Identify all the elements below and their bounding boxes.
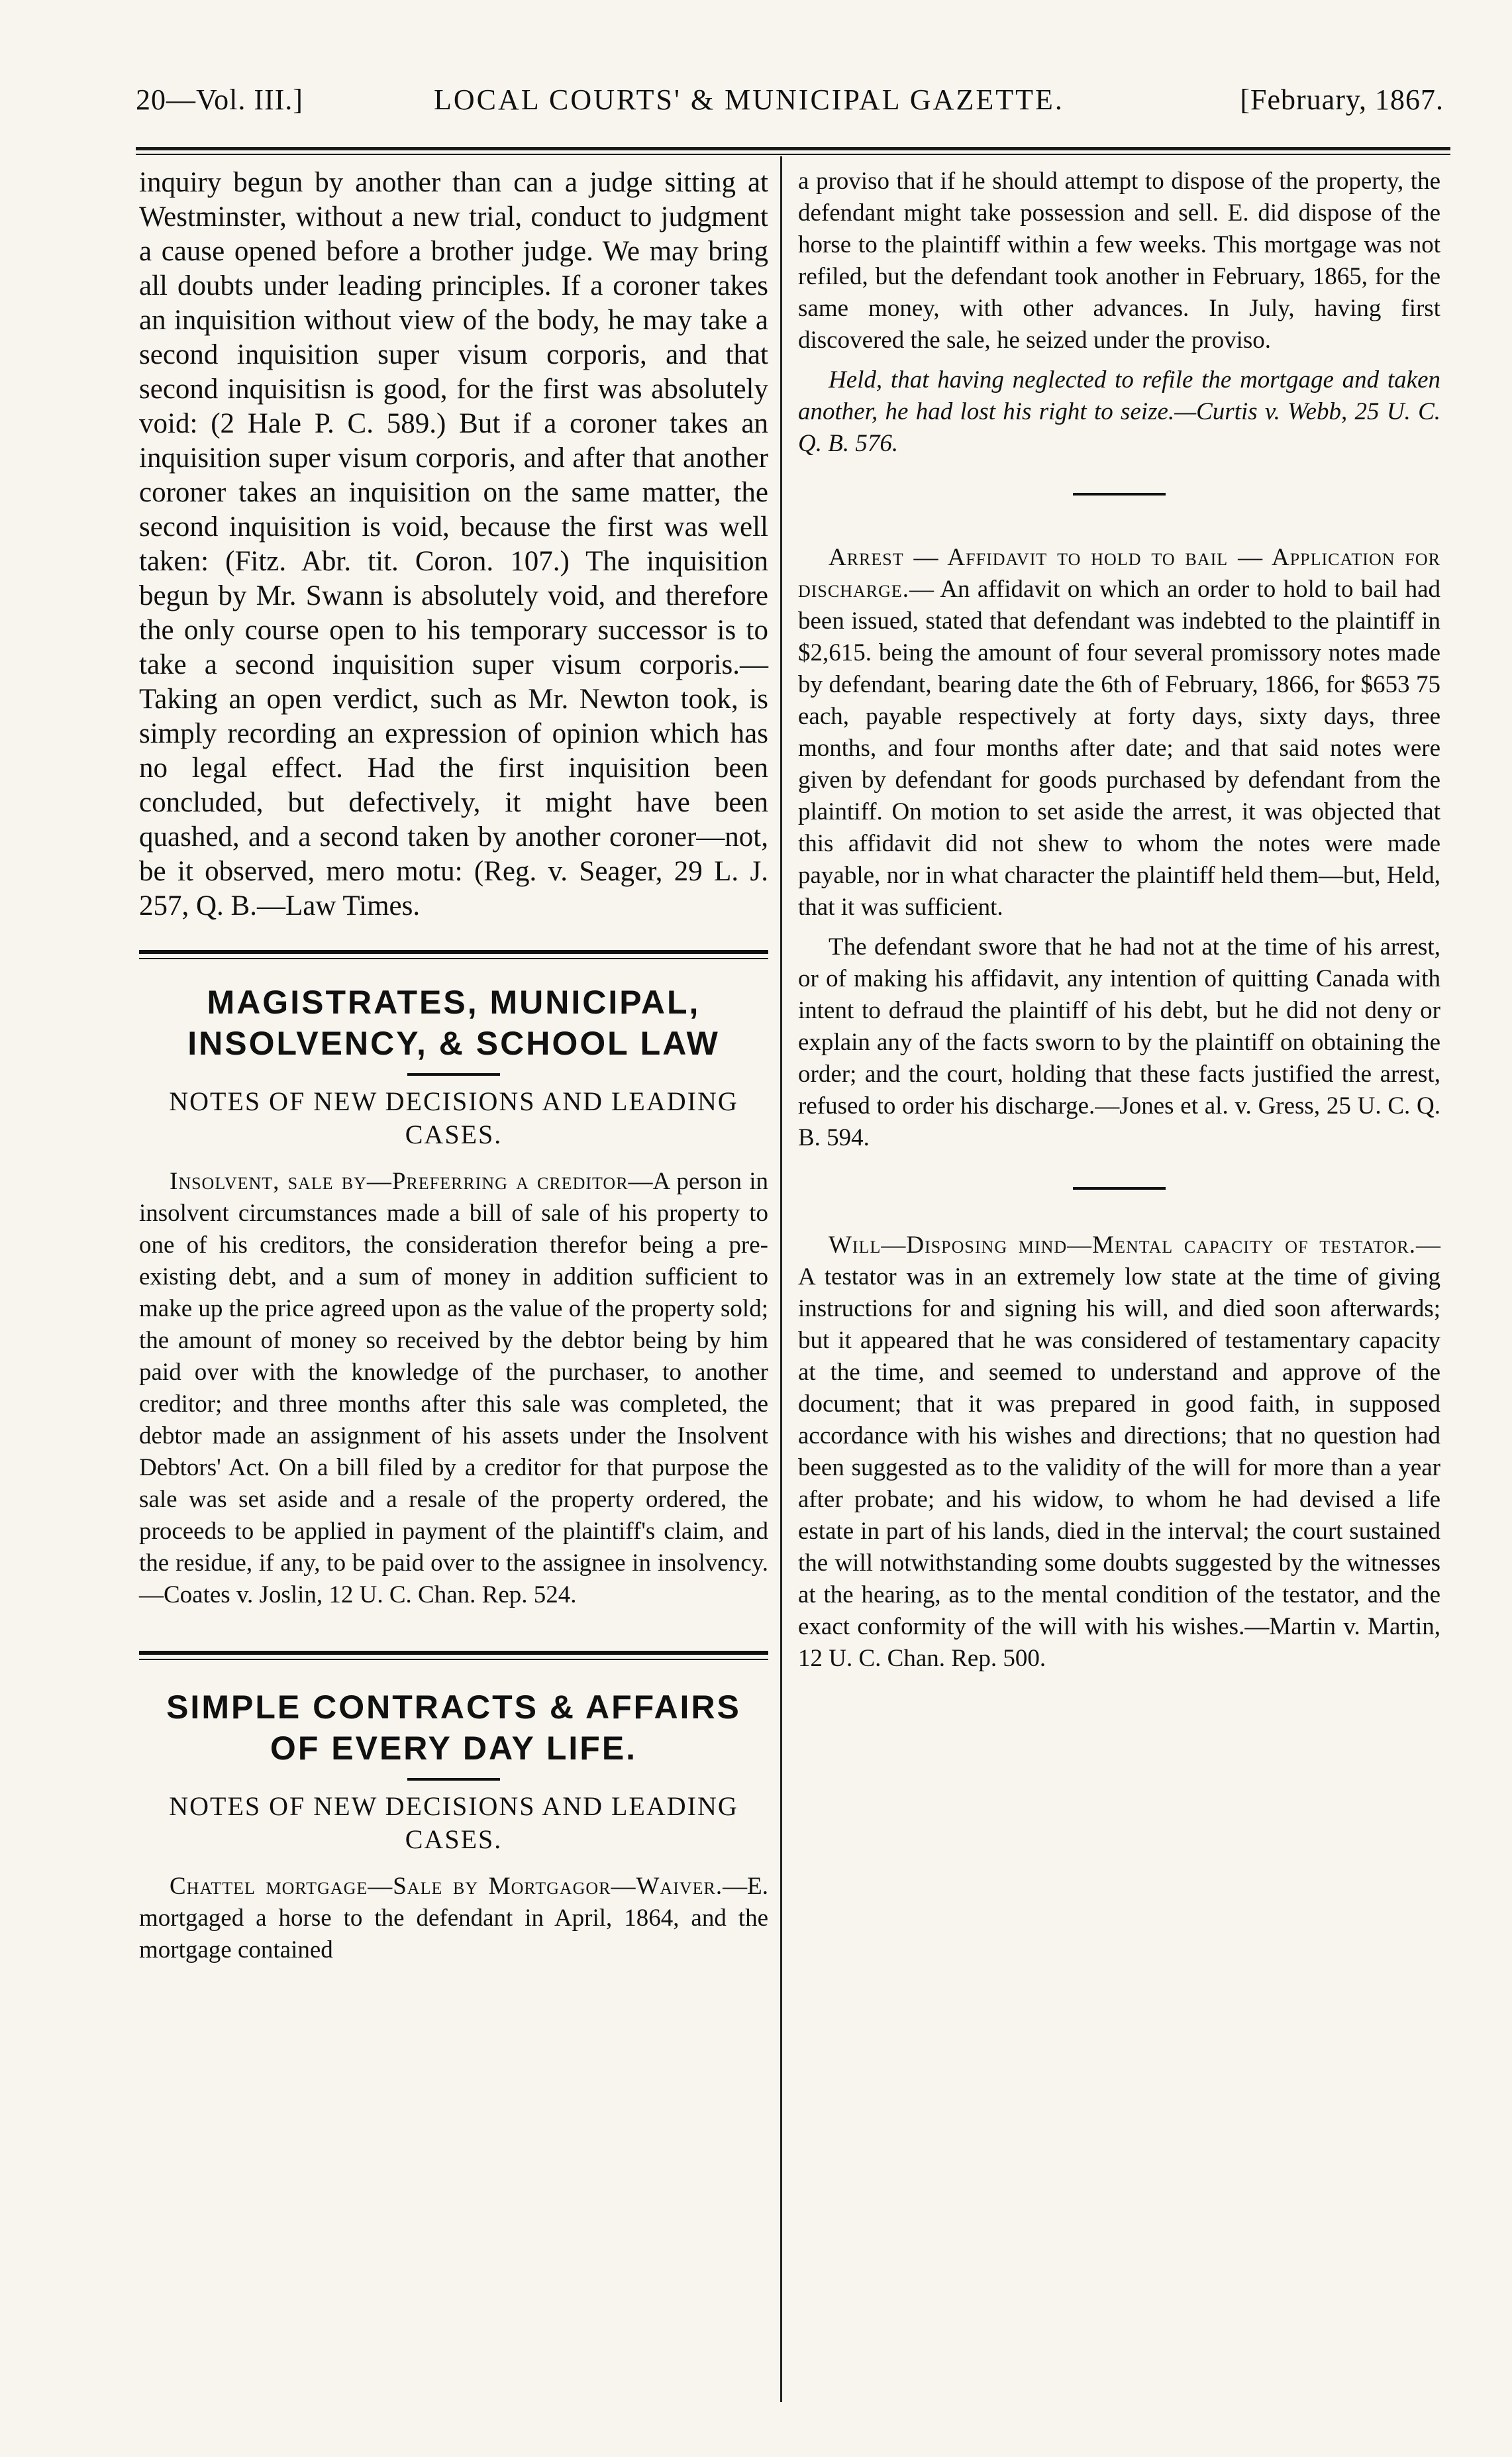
page-reference: 20—Vol. III.] [136, 83, 303, 116]
case-chattel-mortgage [139, 1871, 768, 1966]
left-column [139, 166, 768, 1966]
case-chattel-continued: a proviso that if he should attempt to dispose of the property, the defendant might take possession and sell. E. did dispose of the horse to the plaintiff within a few weeks. This mortgage was not refiled, but the defendant took another in February, 1865, for the same money, with other advances. In July, having first discovered the sale, he seized under the proviso. [798, 168, 1440, 354]
case-heading: Chattel mortgage—Sale by Mortgagor—Waiver. [170, 1873, 723, 1900]
page-header [136, 83, 1444, 136]
section-subtitle-notes: NOTES OF NEW DECISIONS AND LEADING CASES. [169, 1791, 738, 1854]
case-arrest [798, 542, 1440, 923]
case-arrest-continued: The defendant swore that he had not at the time of his arrest, or of making his affidavit, any intention of quitting Canada with intent to defraud the plaintiff of his debt, but he did not deny or explain any of the facts sworn to by the plaintiff on obtaining the order; and the court, holding that these facts justified the arrest, refused to order his discharge.—Jones et al. v. Gress, 25 U. C. Q. B. 594. [798, 933, 1440, 1151]
column-divider [780, 156, 782, 2402]
case-heading: Will—Disposing mind—Mental capacity of testator. [829, 1231, 1416, 1259]
case-heading: Arrest — Affidavit to hold to bail — Application for discharge. [798, 544, 1440, 603]
issue-date: [February, 1867. [1240, 83, 1444, 116]
section-subtitle-notes: NOTES OF NEW DECISIONS AND LEADING CASES. [169, 1086, 738, 1149]
section-divider [139, 1651, 768, 1655]
publication-title: LOCAL COURTS' & MUNICIPAL GAZETTE. [434, 83, 1064, 116]
case-text: —E. mortgaged a horse to the defendant in April, 1864, and the mortgage contained [139, 1873, 768, 1963]
section-title-magistrates: MAGISTRATES, MUNICIPAL, INSOLVENCY, & SCHOOL LAW [187, 984, 720, 1062]
case-heading: Insolvent, sale by—Preferring a creditor [170, 1168, 629, 1195]
case-will [798, 1229, 1440, 1675]
continued-paragraph: inquiry begun by another than can a judge sitting at Westminster, without a new trial, conduct to judgment a cause opened before a brother judge. We may bring all doubts under leading principles. If a coroner takes an inquisition without view of the body, he may take a second inquisition super visum corporis, and that second inquisitisn is good, for the first was absolutely void: (2 Hale P. C. 589.) But if a coroner takes an inquisition super visum corporis, and after that another coroner takes an inquisition on the same matter, the second inquisition is void, because the first was well taken: (Fitz. Abr. tit. Coron. 107.) The inquisition begun by Mr. Swann is absolutely void, and therefore the only course open to his temporary successor is to take a second inquisition super visum corporis.—Taking an open verdict, such as Mr. Newton took, is simply recording an expression of opinion which has no legal effect. Had the first inquisition been concluded, but defectively, it might have been quashed, and a second taken by another coroner—not, be it observed, mero motu: (Reg. v. Seager, 29 L. J. 257, Q. B.—Law Times. [139, 167, 768, 921]
header-rule-thin [136, 154, 1450, 155]
section-divider [139, 950, 768, 954]
right-column [798, 166, 1440, 1675]
case-text: —A testator was in an extremely low state at the time of giving instructions for and signing his will, and died soon afterwards; but it appeared that he was considered of testamentary capacity at the time, and seemed to understand and approve of the document; that it was prepared in good faith, in supposed accordance with his wishes and directions; that no question had been suggested as to the validity of the will for more than a year after probate; and his widow, to whom he had devised a life estate in part of his lands, died in the interval; the court sustained the will notwithstanding some doubts suggested by the witnesses at the hearing, as to the mental condition of the testator, and the exact conformity of the will with his wishes.—Martin v. Martin, 12 U. C. Chan. Rep. 500. [798, 1231, 1440, 1672]
case-text: — An affidavit on which an order to hold to bail had been issued, stated that defendant was indebted to the plaintiff in $2,615. being the amount of four several promissory notes made by defendant, bearing date the 6th of February, 1866, for $653 75 each, payable respectively at forty days, sixty days, three months, and four months after date; and that said notes were given by defendant for goods purchased by defendant from the plaintiff. On motion to set aside the arrest, it was objected that this affidavit did not shew to whom the notes were made payable, nor in what character the plaintiff held them—but, Held, that it was sufficient. [798, 576, 1440, 921]
header-rule [136, 147, 1450, 150]
case-insolvent [139, 1166, 768, 1611]
case-chattel-held: Held, that having neglected to refile the mortgage and taken another, he had lost his right to seize.—Curtis v. Webb, 25 U. C. Q. B. 576. [798, 366, 1440, 457]
section-title-simple-contracts: SIMPLE CONTRACTS & AFFAIRS OF EVERY DAY LIFE. [166, 1689, 741, 1767]
case-text: —A person in insolvent circumstances made a bill of sale of his property to one of his creditors, the consideration therefor being a pre-existing debt, and a sum of money in addition sufficient to make up the price agreed upon as the value of the property sold; the amount of money so received by the debtor being by him paid over with the knowledge of the purchaser, to another creditor; and three months after this sale was completed, the debtor made an assignment of his assets under the Insolvent Debtors' Act. On a bill filed by a creditor for that purpose the sale was set aside and a resale of the property ordered, the proceeds to be applied in payment of the plaintiff's claim, and the residue, if any, to be paid over to the assignee in insolvency.—Coates v. Joslin, 12 U. C. Chan. Rep. 524. [139, 1168, 768, 1608]
